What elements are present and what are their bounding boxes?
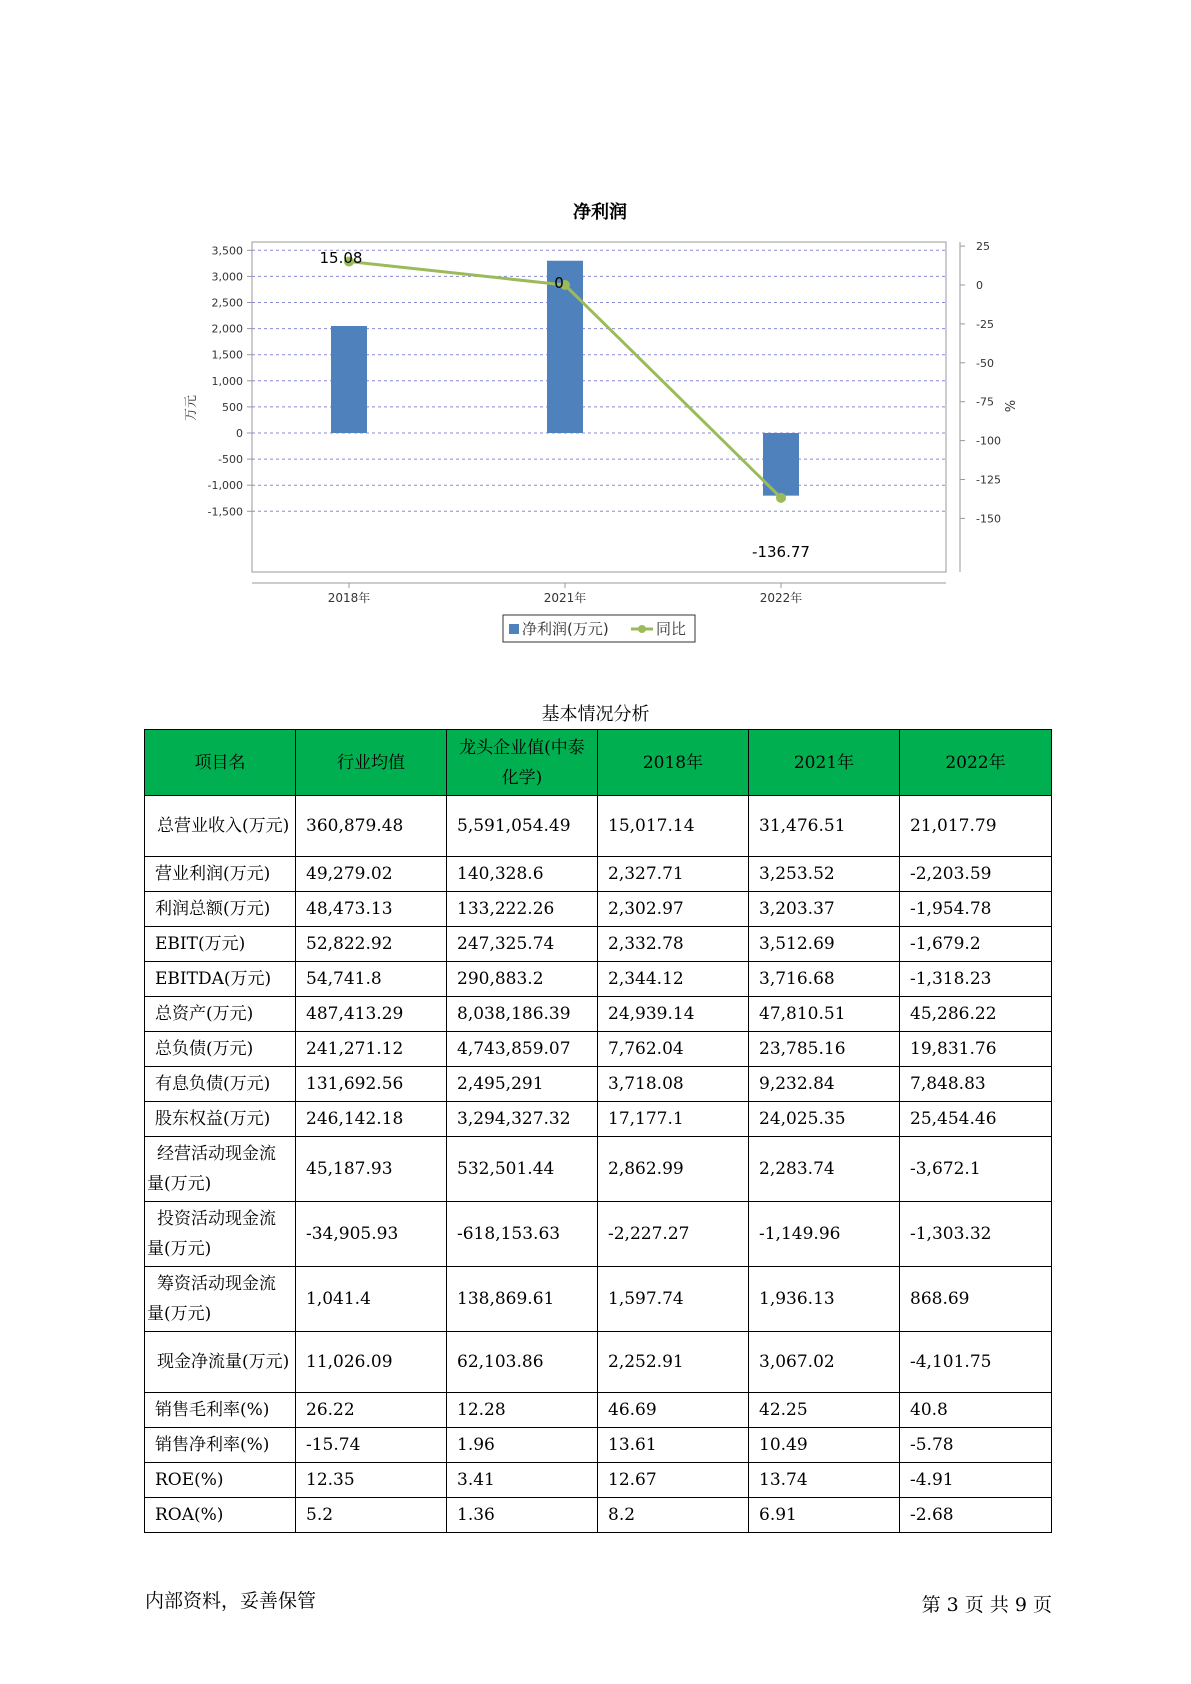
value-cell: -1,149.96 bbox=[749, 1202, 900, 1267]
value-cell: -1,303.32 bbox=[900, 1202, 1052, 1267]
value-cell: -34,905.93 bbox=[296, 1202, 447, 1267]
y-left-tick-label: -500 bbox=[218, 453, 243, 467]
table-row bbox=[145, 1102, 1052, 1137]
row-label-cell: EBITDA(万元) bbox=[145, 962, 296, 997]
value-cell: 1,597.74 bbox=[598, 1267, 749, 1332]
value-cell: 241,271.12 bbox=[296, 1032, 447, 1067]
value-cell: 21,017.79 bbox=[900, 796, 1052, 857]
row-label-cell: 筹资活动现金流量(万元) bbox=[145, 1267, 296, 1332]
row-label-cell: 经营活动现金流量(万元) bbox=[145, 1137, 296, 1202]
value-cell: -5.78 bbox=[900, 1428, 1052, 1463]
y-left-tick-label: -1,500 bbox=[207, 505, 243, 519]
legend-line-marker bbox=[638, 625, 646, 633]
table-row bbox=[145, 857, 1052, 892]
value-cell: 7,848.83 bbox=[900, 1067, 1052, 1102]
header-item-name: 项目名 bbox=[145, 730, 296, 796]
value-cell: -1,954.78 bbox=[900, 892, 1052, 927]
row-label-cell: 现金净流量(万元) bbox=[145, 1332, 296, 1393]
y-left-tick-label: 3,500 bbox=[211, 244, 243, 258]
value-cell: 54,741.8 bbox=[296, 962, 447, 997]
x-tick-label: 2018年 bbox=[327, 591, 371, 605]
y-left-tick-label: 0 bbox=[236, 427, 243, 440]
table-row bbox=[145, 962, 1052, 997]
value-cell: 8,038,186.39 bbox=[447, 997, 598, 1032]
value-cell: -15.74 bbox=[296, 1428, 447, 1463]
value-cell: 140,328.6 bbox=[447, 857, 598, 892]
value-cell: 1,936.13 bbox=[749, 1267, 900, 1332]
row-label-cell: 销售毛利率(%) bbox=[145, 1393, 296, 1428]
legend-bar-swatch bbox=[509, 624, 519, 634]
value-cell: 24,939.14 bbox=[598, 997, 749, 1032]
value-cell: -3,672.1 bbox=[900, 1137, 1052, 1202]
value-cell: 45,286.22 bbox=[900, 997, 1052, 1032]
row-label-cell: 有息负债(万元) bbox=[145, 1067, 296, 1102]
value-cell: 42.25 bbox=[749, 1393, 900, 1428]
value-cell: 11,026.09 bbox=[296, 1332, 447, 1393]
value-cell: 12.67 bbox=[598, 1463, 749, 1498]
value-cell: -2.68 bbox=[900, 1498, 1052, 1533]
value-cell: 868.69 bbox=[900, 1267, 1052, 1332]
table-row bbox=[145, 796, 1052, 857]
value-cell: 13.61 bbox=[598, 1428, 749, 1463]
net-profit-chart bbox=[0, 0, 1191, 660]
table-row bbox=[145, 1463, 1052, 1498]
y-left-tick-label: 1,500 bbox=[211, 348, 243, 362]
value-cell: -4,101.75 bbox=[900, 1332, 1052, 1393]
value-cell: 246,142.18 bbox=[296, 1102, 447, 1137]
value-cell: 2,344.12 bbox=[598, 962, 749, 997]
y-right-tick-label: -25 bbox=[976, 317, 994, 331]
header-2018: 2018年 bbox=[598, 730, 749, 796]
value-cell: 360,879.48 bbox=[296, 796, 447, 857]
value-cell: 3,067.02 bbox=[749, 1332, 900, 1393]
row-label-cell: 总负债(万元) bbox=[145, 1032, 296, 1067]
value-cell: 15,017.14 bbox=[598, 796, 749, 857]
value-cell: 49,279.02 bbox=[296, 857, 447, 892]
value-cell: 19,831.76 bbox=[900, 1032, 1052, 1067]
value-cell: 9,232.84 bbox=[749, 1067, 900, 1102]
value-cell: 1.96 bbox=[447, 1428, 598, 1463]
value-cell: 48,473.13 bbox=[296, 892, 447, 927]
value-cell: 3,294,327.32 bbox=[447, 1102, 598, 1137]
value-cell: 2,302.97 bbox=[598, 892, 749, 927]
header-2021: 2021年 bbox=[749, 730, 900, 796]
value-cell: -2,227.27 bbox=[598, 1202, 749, 1267]
value-cell: 13.74 bbox=[749, 1463, 900, 1498]
value-cell: 532,501.44 bbox=[447, 1137, 598, 1202]
value-cell: 4,743,859.07 bbox=[447, 1032, 598, 1067]
value-cell: 23,785.16 bbox=[749, 1032, 900, 1067]
value-cell: 2,327.71 bbox=[598, 857, 749, 892]
legend-line-label: 同比 bbox=[656, 620, 687, 638]
value-cell: 138,869.61 bbox=[447, 1267, 598, 1332]
table-row bbox=[145, 1032, 1052, 1067]
row-label-cell: 利润总额(万元) bbox=[145, 892, 296, 927]
value-cell: 3,512.69 bbox=[749, 927, 900, 962]
table-title: 基本情况分析 bbox=[541, 704, 650, 725]
table-row bbox=[145, 1332, 1052, 1393]
bar bbox=[331, 326, 367, 433]
table-row bbox=[145, 1393, 1052, 1428]
value-cell: 31,476.51 bbox=[749, 796, 900, 857]
table-row bbox=[145, 1428, 1052, 1463]
value-cell: 62,103.86 bbox=[447, 1332, 598, 1393]
x-tick-label: 2021年 bbox=[543, 591, 587, 605]
value-cell: 5,591,054.49 bbox=[447, 796, 598, 857]
value-cell: 17,177.1 bbox=[598, 1102, 749, 1137]
footer-page-number: 第 3 页 共 9 页 bbox=[921, 1594, 1052, 1616]
table-row bbox=[145, 1067, 1052, 1102]
value-cell: 5.2 bbox=[296, 1498, 447, 1533]
footer-confidential-note: 内部资料，妥善保管 bbox=[145, 1590, 317, 1612]
table-row bbox=[145, 997, 1052, 1032]
yoy-data-label: -136.77 bbox=[752, 543, 810, 561]
value-cell: 6.91 bbox=[749, 1498, 900, 1533]
value-cell: 3,203.37 bbox=[749, 892, 900, 927]
y-left-axis-label: 万元 bbox=[184, 394, 199, 422]
y-right-tick-label: 25 bbox=[976, 240, 990, 254]
yoy-point bbox=[776, 493, 786, 503]
table-row bbox=[145, 1137, 1052, 1202]
value-cell: 247,325.74 bbox=[447, 927, 598, 962]
value-cell: 131,692.56 bbox=[296, 1067, 447, 1102]
value-cell: 7,762.04 bbox=[598, 1032, 749, 1067]
value-cell: 3,253.52 bbox=[749, 857, 900, 892]
chart-title: 净利润 bbox=[573, 202, 627, 223]
value-cell: -2,203.59 bbox=[900, 857, 1052, 892]
row-label-cell: 股东权益(万元) bbox=[145, 1102, 296, 1137]
y-left-tick-label: -1,000 bbox=[207, 479, 243, 493]
row-label-cell: ROE(%) bbox=[145, 1463, 296, 1498]
value-cell: 3.41 bbox=[447, 1463, 598, 1498]
value-cell: 26.22 bbox=[296, 1393, 447, 1428]
value-cell: 24,025.35 bbox=[749, 1102, 900, 1137]
value-cell: -1,318.23 bbox=[900, 962, 1052, 997]
y-right-axis-label: % bbox=[1001, 399, 1016, 413]
value-cell: -618,153.63 bbox=[447, 1202, 598, 1267]
row-label-cell: 总营业收入(万元) bbox=[145, 796, 296, 857]
y-left-tick-label: 500 bbox=[222, 400, 243, 414]
table-row bbox=[145, 1498, 1052, 1533]
row-label-cell: 投资活动现金流量(万元) bbox=[145, 1202, 296, 1267]
y-right-tick-label: -150 bbox=[976, 512, 1001, 526]
value-cell: 52,822.92 bbox=[296, 927, 447, 962]
y-right-tick-label: -100 bbox=[976, 434, 1001, 448]
value-cell: 2,252.91 bbox=[598, 1332, 749, 1393]
y-right-tick-label: 0 bbox=[976, 279, 983, 292]
table-row bbox=[145, 1202, 1052, 1267]
y-left-tick-label: 3,000 bbox=[211, 270, 243, 284]
y-left-tick-label: 2,500 bbox=[211, 296, 243, 310]
table-header-row bbox=[145, 730, 1052, 796]
value-cell: 45,187.93 bbox=[296, 1137, 447, 1202]
value-cell: 2,495,291 bbox=[447, 1067, 598, 1102]
value-cell: 2,283.74 bbox=[749, 1137, 900, 1202]
header-2022: 2022年 bbox=[900, 730, 1052, 796]
y-right-tick-label: -75 bbox=[976, 395, 994, 409]
value-cell: -4.91 bbox=[900, 1463, 1052, 1498]
value-cell: 1.36 bbox=[447, 1498, 598, 1533]
x-tick-label: 2022年 bbox=[759, 591, 803, 605]
value-cell: -1,679.2 bbox=[900, 927, 1052, 962]
value-cell: 133,222.26 bbox=[447, 892, 598, 927]
chart-legend bbox=[503, 615, 695, 642]
legend-bar-label: 净利润(万元) bbox=[522, 620, 609, 638]
y-right-tick-label: -50 bbox=[976, 356, 994, 370]
value-cell: 290,883.2 bbox=[447, 962, 598, 997]
value-cell: 25,454.46 bbox=[900, 1102, 1052, 1137]
value-cell: 8.2 bbox=[598, 1498, 749, 1533]
basic-analysis-table bbox=[144, 729, 1052, 1533]
y-right-tick-label: -125 bbox=[976, 473, 1001, 487]
value-cell: 3,718.08 bbox=[598, 1067, 749, 1102]
value-cell: 12.35 bbox=[296, 1463, 447, 1498]
table-row bbox=[145, 892, 1052, 927]
y-left-tick-label: 2,000 bbox=[211, 322, 243, 336]
row-label-cell: 销售净利率(%) bbox=[145, 1428, 296, 1463]
value-cell: 1,041.4 bbox=[296, 1267, 447, 1332]
value-cell: 10.49 bbox=[749, 1428, 900, 1463]
value-cell: 46.69 bbox=[598, 1393, 749, 1428]
value-cell: 2,332.78 bbox=[598, 927, 749, 962]
value-cell: 487,413.29 bbox=[296, 997, 447, 1032]
row-label-cell: 营业利润(万元) bbox=[145, 857, 296, 892]
value-cell: 40.8 bbox=[900, 1393, 1052, 1428]
row-label-cell: ROA(%) bbox=[145, 1498, 296, 1533]
value-cell: 2,862.99 bbox=[598, 1137, 749, 1202]
yoy-data-label: 15.08 bbox=[319, 249, 363, 267]
row-label-cell: EBIT(万元) bbox=[145, 927, 296, 962]
value-cell: 3,716.68 bbox=[749, 962, 900, 997]
value-cell: 12.28 bbox=[447, 1393, 598, 1428]
table-row bbox=[145, 1267, 1052, 1332]
header-leader-value: 龙头企业值(中泰化学) bbox=[447, 730, 598, 796]
yoy-data-label: 0 bbox=[554, 274, 564, 292]
table-row bbox=[145, 927, 1052, 962]
value-cell: 47,810.51 bbox=[749, 997, 900, 1032]
header-industry-avg: 行业均值 bbox=[296, 730, 447, 796]
y-left-tick-label: 1,000 bbox=[211, 374, 243, 388]
row-label-cell: 总资产(万元) bbox=[145, 997, 296, 1032]
